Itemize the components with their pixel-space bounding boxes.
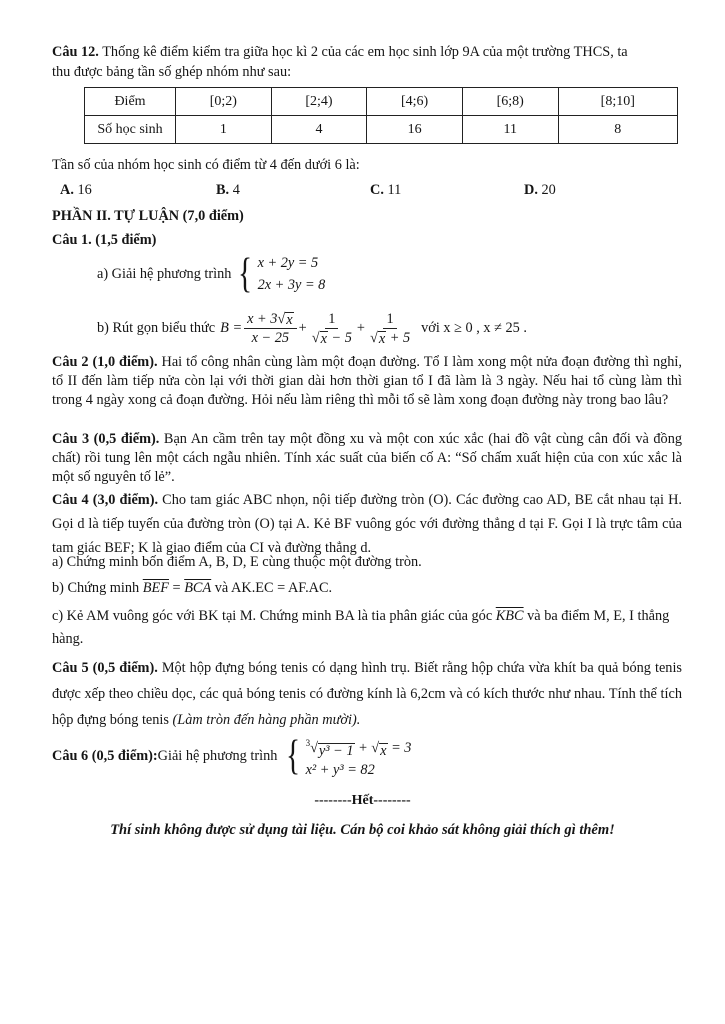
option-b: B. 4 (216, 182, 240, 198)
c1-title: Câu 1. (1,5 điểm) (52, 232, 157, 248)
plus-sign: + (356, 320, 365, 336)
c4c: c) Kẻ AM vuông góc với BK tại M. Chứng minh BA là tia phân giác của góc $\overline{KBC}$ và ba điểm M, E, I thẳng hàng. (52, 608, 670, 647)
table-cell: [6;8) (462, 88, 558, 116)
table-cell: 16 (367, 116, 463, 144)
option-a: A. 16 (60, 182, 92, 198)
plus-sign: + (298, 320, 307, 336)
table-cell: Điểm (85, 88, 176, 116)
c1b-fraction-2: 1 √ x − 5 (311, 311, 352, 347)
c6 (52, 732, 411, 781)
c1b-condition: với x ≥ 0 , x ≠ 25 . (421, 320, 527, 336)
c4 (52, 488, 682, 560)
c6-eq2: x² + y³ = 82 (305, 761, 375, 778)
c5-note: (Làm tròn đến hàng phần mười). (172, 712, 361, 728)
c4-text: Cho tam giác ABC nhọn, nội tiếp đường tròn (O). Các đường cao AD, BE cắt nhau tại H. Gọi d là tiếp tuyến của đường tròn (O) tại A. Kẻ BF vuông góc với đường thẳng d tại F. Gọi I là trực tâm của tam giác BEF; K là giao điểm của CI và đường thẳng d. (52, 492, 682, 556)
table-cell: [8;10] (558, 88, 677, 116)
c4-title: Câu 4 (3,0 điểm). (52, 492, 159, 508)
c2 (52, 353, 682, 410)
c1b-fraction-1: x + 3 √ x x − 25 (244, 310, 297, 347)
q12-text-line1: Thống kê điểm kiểm tra giữa học kì 2 của các em học sinh lớp 9A của một trường THCS, ta (98, 44, 628, 60)
c3 (52, 430, 682, 487)
q12-line1 (52, 43, 682, 62)
option-d: D. 20 (524, 182, 556, 198)
table-cell: [2;4) (271, 88, 367, 116)
part2-heading: PHẦN II. TỰ LUẬN (7,0 điểm) (52, 208, 244, 224)
c1a-eq2: 2x + 3y = 8 (257, 277, 326, 293)
c2-title: Câu 2 (1,0 điểm). (52, 354, 158, 370)
q12-title: Câu 12. (52, 44, 99, 60)
table-cell: 1 (176, 116, 272, 144)
c1b-fraction-3: 1 √ x + 5 (369, 311, 411, 347)
end-marker: --------Hết-------- (314, 793, 411, 808)
q12-question: Tần số của nhóm học sinh có điểm từ 4 đến dưới 6 là: (52, 157, 360, 173)
brace-icon: { (238, 251, 253, 297)
c3-title: Câu 3 (0,5 điểm). (52, 431, 160, 447)
option-c: C. 11 (370, 182, 402, 198)
c5-title: Câu 5 (0,5 điểm). (52, 660, 158, 676)
c6-label: Giải hệ phương trình (157, 747, 278, 764)
c1a-label: a) Giải hệ phương trình (97, 265, 232, 282)
c1b (97, 310, 527, 347)
frequency-table (84, 87, 678, 144)
brace-icon: { (286, 733, 301, 780)
q12-line2: thu được bảng tần số ghép nhóm như sau: (52, 64, 292, 80)
c4b: b) Chứng minh $\overline{BEF} = \overline{BCA}$ và AK.EC = AF.AC. (52, 580, 333, 596)
table-cell: 4 (271, 116, 367, 144)
table-header-row (85, 88, 678, 116)
c1b-label: b) Rút gọn biểu thức (97, 320, 216, 336)
c6-eq1: $^3$ √ y³ − 1 + √ x = 3 (305, 738, 412, 759)
arc-bef: $\overline{BEF}$ (142, 580, 169, 596)
c2-text: Hai tổ công nhân cùng làm một đoạn đường. Tổ I làm xong một nửa đoạn đường thì nghỉ, tổ II đến làm tiếp nửa còn lại với thời gian dài hơn thời gian tổ I đã làm là 3 ngày. Nếu hai tổ cùng làm thì trong 4 ngày xong cả đoạn đường. Hỏi nếu làm riêng thì mỗi tổ sẽ làm xong đoạn đường này trong bao lâu? (52, 354, 682, 408)
c5 (52, 655, 682, 733)
c5-text: Một hộp đựng bóng tenis có dạng hình trụ. Biết rằng hộp chứa vừa khít ba quả bóng tenis được xếp theo chiều dọc, các quả bóng tenis có đường kính là 6,2cm và có kích thước như nhau. Tính thể tích hộp đựng bóng tenis (52, 660, 682, 728)
c1a-eq1: x + 2y = 5 (257, 255, 319, 271)
footer-note: Thí sinh không được sử dụng tài liệu. Cán bộ coi khảo sát không giải thích gì thêm! (110, 822, 615, 838)
c1b-lhs: B = (220, 320, 243, 336)
c6-system (283, 732, 411, 781)
c1a (97, 252, 325, 296)
c1a-system (235, 252, 325, 296)
table-row (85, 116, 678, 144)
table-cell: 8 (558, 116, 677, 144)
c6-title: Câu 6 (0,5 điểm): (52, 747, 158, 764)
c4a: a) Chứng minh bốn điểm A, B, D, E cùng thuộc một đường tròn. (52, 554, 422, 570)
c3-text: Bạn An cầm trên tay một đồng xu và một con xúc xắc (hai đồ vật cùng cân đối và đồng chất) rồi tung lên một cách ngẫu nhiên. Tính xác suất của biến cố A: “Số chấm xuất hiện của con xúc xắc là một số nguyên tố lẻ”. (52, 431, 682, 485)
table-cell: 11 (462, 116, 558, 144)
arc-bca: $\overline{BCA}$ (184, 580, 212, 596)
arc-kbc: $\overline{KBC}$ (495, 608, 524, 624)
table-cell: [0;2) (176, 88, 272, 116)
table-cell: Số học sinh (85, 116, 176, 144)
table-cell: [4;6) (367, 88, 463, 116)
